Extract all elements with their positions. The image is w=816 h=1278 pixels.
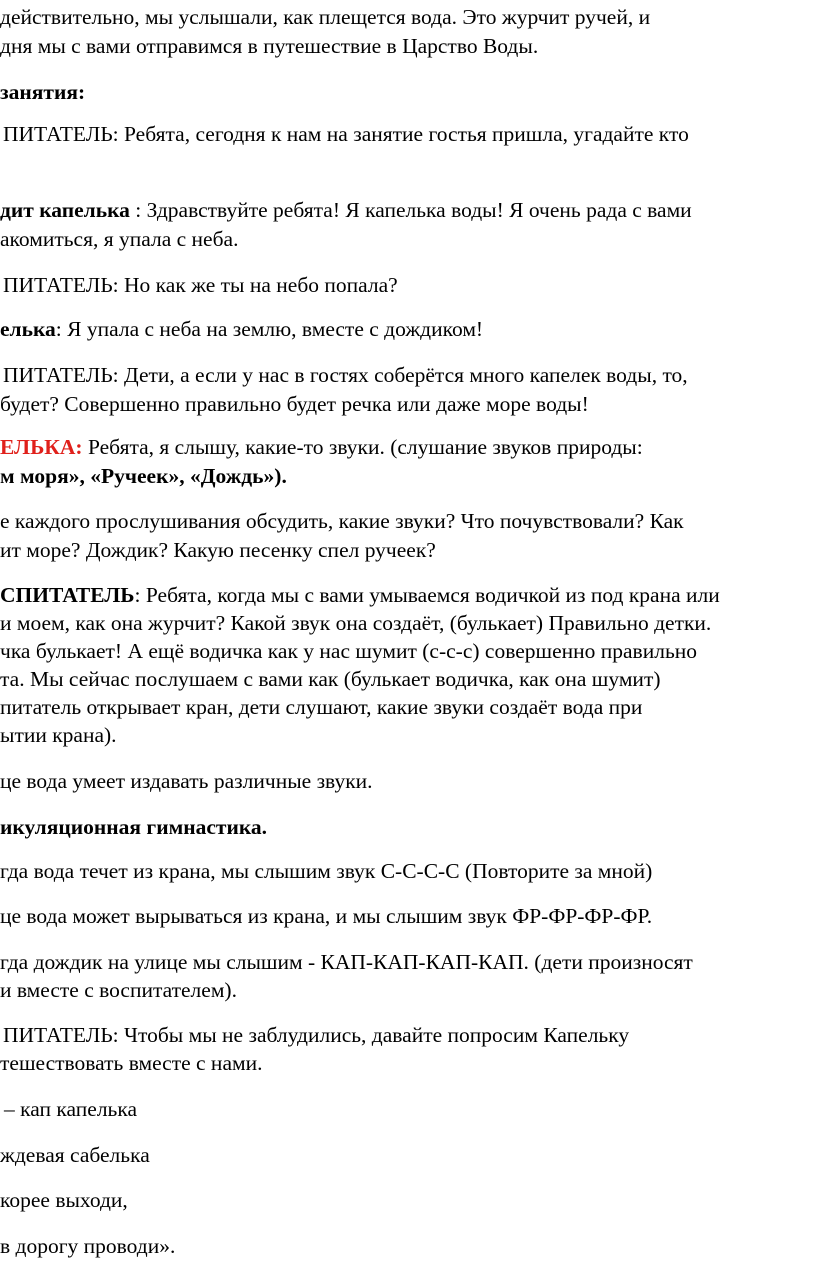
speaker-label: СПИТАТЕЛЬ bbox=[0, 583, 135, 607]
paragraph-line: та. Мы сейчас послушаем с вами как (булькает водичка, как она шумит) bbox=[0, 667, 661, 691]
paragraph-line: питатель открывает кран, дети слушают, какие звуки создаёт вода при bbox=[0, 695, 643, 719]
paragraph-line: м моря», «Ручеек», «Дождь»). bbox=[0, 464, 287, 488]
speech-text: Ребята, я слышу, какие-то звуки. (слушание звуков природы: bbox=[82, 435, 643, 459]
paragraph-line: це вода умеет издавать различные звуки. bbox=[0, 769, 373, 793]
section-heading: икуляционная гимнастика. bbox=[0, 815, 268, 839]
poem-line: ждевая сабелька bbox=[0, 1143, 150, 1167]
paragraph-line: гда дождик на улице мы слышим - КАП-КАП-КАП-КАП. (дети произносят bbox=[0, 950, 693, 974]
paragraph-line: е каждого прослушивания обсудить, какие звуки? Что почувствовали? Как bbox=[0, 509, 684, 533]
paragraph-line: дня мы с вами отправимся в путешествие в Царство Воды. bbox=[0, 34, 539, 58]
paragraph-line: будет? Совершенно правильно будет речка или даже море воды! bbox=[0, 392, 589, 416]
paragraph-line: ытии крана). bbox=[0, 723, 117, 747]
poem-line: в дорогу проводи». bbox=[0, 1234, 176, 1258]
poem-line: – кап капелька bbox=[4, 1097, 138, 1121]
speaker-label-highlighted: ЕЛЬКА: bbox=[0, 435, 83, 459]
paragraph-line: ПИТАТЕЛЬ: Чтобы мы не заблудились, давайте попросим Капельку bbox=[3, 1023, 630, 1047]
paragraph-line: це вода может вырываться из крана, и мы слышим звук ФР-ФР-ФР-ФР. bbox=[0, 904, 653, 928]
poem-line: корее выходи, bbox=[0, 1188, 128, 1212]
section-heading: занятия: bbox=[0, 80, 86, 104]
speaker-label: елька bbox=[0, 317, 56, 341]
speaker-label: дит капелька bbox=[0, 198, 130, 222]
paragraph-line: ит море? Дождик? Какую песенку спел ручеек? bbox=[0, 538, 436, 562]
paragraph-line bbox=[0, 581, 720, 609]
paragraph-line: и моем, как она журчит? Какой звук она создаёт, (булькает) Правильно детки. bbox=[0, 611, 712, 635]
paragraph-line: ПИТАТЕЛЬ: Ребята, сегодня к нам на занятие гостья пришла, угадайте кто bbox=[3, 122, 689, 146]
paragraph-line: акомиться, я упала с неба. bbox=[0, 227, 239, 251]
paragraph-line bbox=[0, 433, 643, 461]
paragraph-line: гда вода течет из крана, мы слышим звук С-С-С-С (Повторите за мной) bbox=[0, 859, 653, 883]
speech-text: : Ребята, когда мы с вами умываемся водичкой из под крана или bbox=[134, 583, 720, 607]
paragraph-line: и вместе с воспитателем). bbox=[0, 978, 237, 1002]
paragraph-line bbox=[0, 315, 483, 343]
paragraph-line: ПИТАТЕЛЬ: Но как же ты на небо попала? bbox=[3, 273, 398, 297]
paragraph-line bbox=[0, 196, 692, 224]
paragraph-line: действительно, мы услышали, как плещется вода. Это журчит ручей, и bbox=[0, 5, 651, 29]
paragraph-line: тешествовать вместе с нами. bbox=[0, 1051, 263, 1075]
speech-text: : Я упала с неба на землю, вместе с дождиком! bbox=[55, 317, 484, 341]
speech-text: : Здравствуйте ребята! Я капелька воды! Я очень рада с вами bbox=[129, 198, 692, 222]
paragraph-line: ПИТАТЕЛЬ: Дети, а если у нас в гостях соберётся много капелек воды, то, bbox=[3, 363, 688, 387]
paragraph-line: чка булькает! А ещё водичка как у нас шумит (с-с-с) совершенно правильно bbox=[0, 639, 698, 663]
